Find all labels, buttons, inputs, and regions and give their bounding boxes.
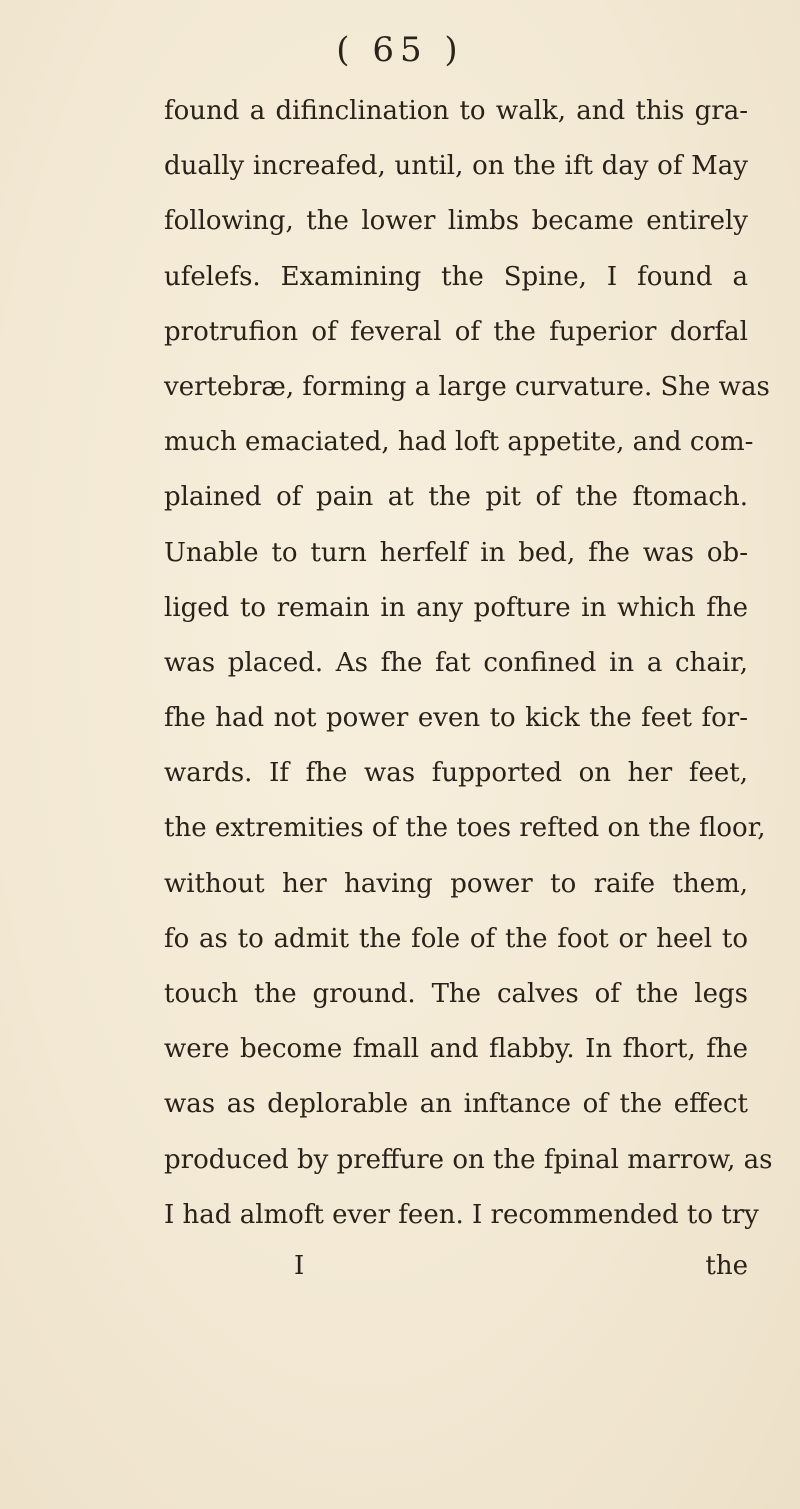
text-line: the extremities of the toes refted on the floor, <box>164 813 766 844</box>
text-line: was placed. As fhe fat confined in a chair, <box>164 647 748 678</box>
text-line: fo as to admit the fole of the foot or heel to <box>164 923 748 954</box>
text-line: vertebræ, forming a large curvature. She was <box>164 371 770 402</box>
body-text <box>164 84 773 1243</box>
text-line: following, the lower limbs became entirely <box>164 206 748 237</box>
text-line: wards. If fhe was fupported on her feet, <box>164 758 748 789</box>
signature-mark: I <box>294 1251 305 1281</box>
text-line: fhe had not power even to kick the feet for- <box>164 703 748 734</box>
text-line: dually increafed, until, on the ift day of May <box>164 151 748 182</box>
text-line: were become fmall and flabby. In fhort, fhe <box>164 1034 748 1065</box>
text-line: without her having power to raife them, <box>164 868 748 899</box>
text-line: plained of pain at the pit of the ftomach. <box>164 482 748 513</box>
page-number: ( 65 ) <box>336 30 464 70</box>
text-line: was as deplorable an inftance of the effect <box>164 1089 748 1120</box>
text-line: liged to remain in any pofture in which fhe <box>164 592 748 623</box>
text-line: protrufion of feveral of the fuperior dorfal <box>164 316 748 347</box>
text-line: produced by preffure on the fpinal marrow, as <box>164 1144 773 1175</box>
text-line: ufelefs. Examining the Spine, I found a <box>164 261 748 292</box>
page-footer <box>164 1238 748 1294</box>
catchword: the <box>705 1251 748 1281</box>
text-line: I had almoft ever feen. I recommended to try <box>164 1199 759 1230</box>
text-line: much emaciated, had loft appetite, and com- <box>164 427 754 458</box>
text-line: found a difinclination to walk, and this gra- <box>164 96 748 126</box>
text-line: Unable to turn herfelf in bed, fhe was ob- <box>164 537 748 568</box>
text-line: touch the ground. The calves of the legs <box>164 979 748 1009</box>
